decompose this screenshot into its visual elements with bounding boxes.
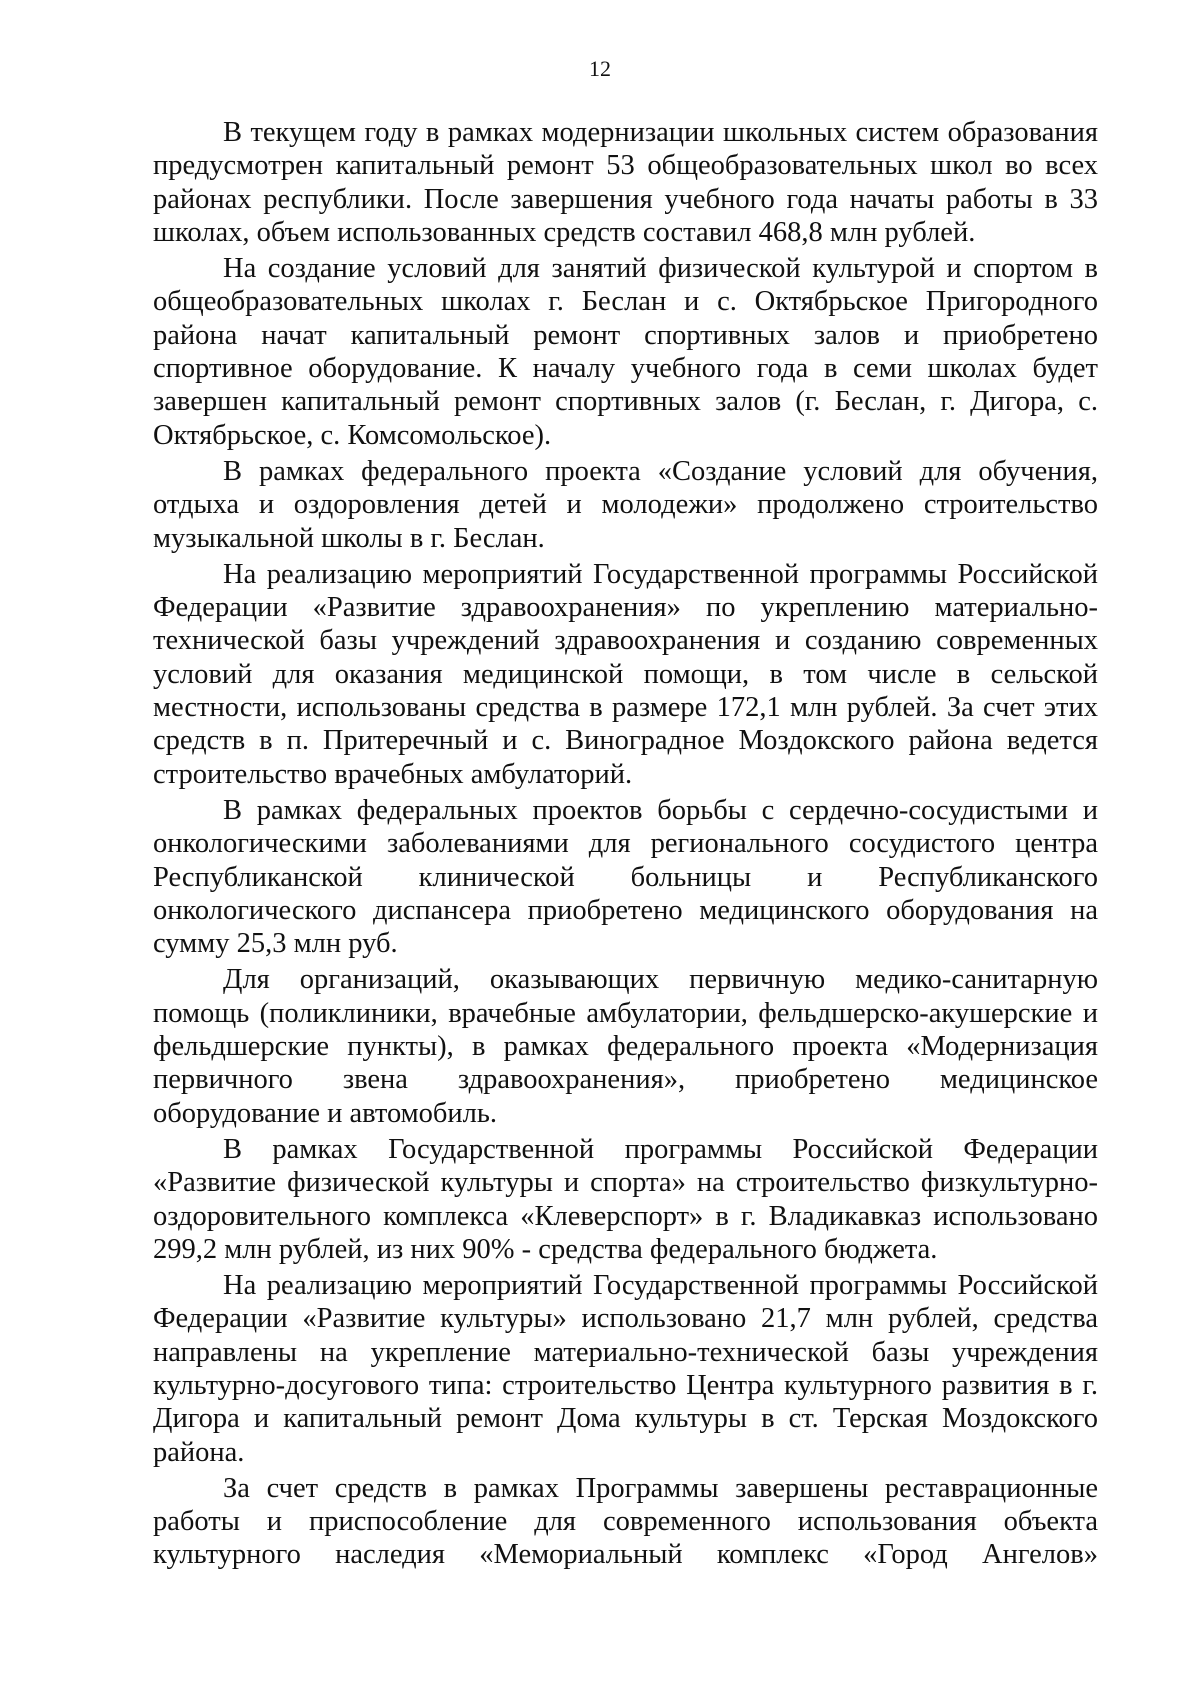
- paragraph-cardio-oncology: В рамках федеральных проектов борьбы с сердечно-сосудистыми и онкологическими заболеваниями для регионального сосудистого центра Республиканской клинической больницы и Республиканского онкологического диспансера приобретено медицинского оборудования на сумму 25,3 млн руб.: [153, 794, 1098, 960]
- paragraph-healthcare-program: На реализацию мероприятий Государственной программы Российской Федерации «Развитие здравоохранения» по укреплению материально-технической базы учреждений здравоохранения и созданию современных условий для оказания медицинской помощи, в том числе в сельской местности, использованы средства в размере 172,1 млн рублей. За счет этих средств в п. Притеречный и с. Виноградное Моздокского района ведется строительство врачебных амбулаторий.: [153, 558, 1098, 790]
- paragraph-school-modernization: В текущем году в рамках модернизации школьных систем образования предусмотрен капитальный ремонт 53 общеобразовательных школ во всех районах республики. После завершения учебного года начаты работы в 33 школах, объем использованных средств составил 468,8 млн рублей.: [153, 117, 1098, 248]
- paragraph-culture-program: На реализацию мероприятий Государственной программы Российской Федерации «Развитие культуры» использовано 21,7 млн рублей, средства направлены на укрепление материально-технической базы учреждения культурно-досугового типа: строительство Центра культурного развития в г. Дигора и капитальный ремонт Дома культуры в ст. Терская Моздокского района.: [153, 1270, 1098, 1468]
- paragraph-sports-halls: На создание условий для занятий физической культурой и спортом в общеобразовательных школах г. Беслан и с. Октябрьское Пригородного района начат капитальный ремонт спортивных залов и приобретено спортивное оборудование. К началу учебного года в семи школах будет завершен капитальный ремонт спортивных залов (г. Беслан, г. Дигора, с. Октябрьское, с. Комсомольское).: [153, 253, 1098, 451]
- document-body: [153, 116, 1098, 1575]
- paragraph-sports-complex: В рамках Государственной программы Российской Федерации «Развитие физической культуры и спорта» на строительство физкультурно-оздоровительного комплекса «Клеверспорт» в г. Владикавказ использовано 299,2 млн рублей, из них 90% - средства федерального бюджета.: [153, 1133, 1098, 1265]
- paragraph-heritage-restoration: За счет средств в рамках Программы завершены реставрационные работы и приспособление для современного использования объекта культурного наследия «Мемориальный комплекс «Город Ангелов»: [153, 1472, 1098, 1571]
- paragraph-music-school: В рамках федерального проекта «Создание условий для обучения, отдыха и оздоровления детей и молодежи» продолжено строительство музыкальной школы в г. Беслан.: [153, 455, 1098, 554]
- page-number: 12: [589, 56, 611, 81]
- paragraph-primary-care: Для организаций, оказывающих первичную медико-санитарную помощь (поликлиники, врачебные амбулатории, фельдшерско-акушерские и фельдшерские пункты), в рамках федерального проекта «Модернизация первичного звена здравоохранения», приобретено медицинское оборудование и автомобиль.: [153, 964, 1098, 1129]
